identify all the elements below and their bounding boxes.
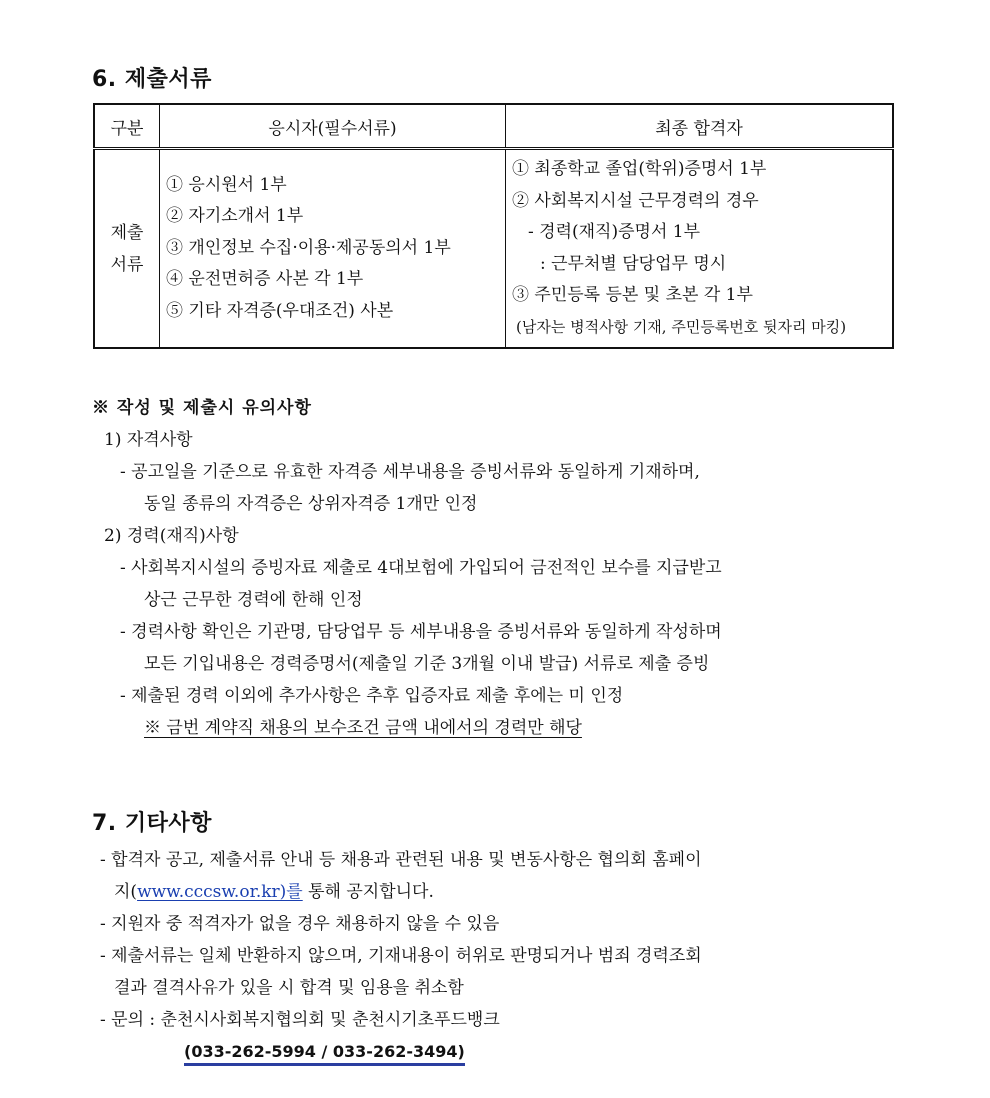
list-item: ④ 운전면허증 사본 각 1부 (166, 269, 364, 290)
notes-line: - 사회복지시설의 증빙자료 제출로 4대보험에 가입되어 금전적인 보수를 지급받고 (120, 558, 722, 578)
applicant-docs-cell (160, 149, 506, 349)
list-item: ② 사회복지시설 근무경력의 경우 (512, 190, 759, 211)
etc-line: - 합격자 공고, 제출서류 안내 등 채용과 관련된 내용 및 변동사항은 협의회 홈페이 (100, 850, 702, 870)
etc-line: - 제출서류는 일체 반환하지 않으며, 기재내용이 허위로 판명되거나 범죄 경력조회 (100, 946, 702, 966)
etc-line-suffix: 통해 공지합니다. (302, 882, 434, 902)
contact-phone (100, 1036, 896, 1068)
etc-line: 결과 결격사유가 있을 시 합격 및 임용을 취소함 (114, 978, 464, 998)
notes-line: - 경력사항 확인은 기관명, 담당업무 등 세부내용을 증빙서류와 동일하게 작성하며 (120, 622, 722, 642)
etc-line (100, 876, 896, 908)
notes-remark (92, 712, 892, 744)
notes-line: - 공고일을 기준으로 유효한 자격증 세부내용을 증빙서류와 동일하게 기재하며, (120, 462, 700, 482)
etc-line: - 지원자 중 적격자가 없을 경우 채용하지 않을 수 있음 (100, 914, 500, 934)
documents-table (93, 103, 894, 349)
notes-line: 동일 종류의 자격증은 상위자격증 1개만 인정 (144, 494, 478, 514)
list-item: ① 최종학교 졸업(학위)증명서 1부 (512, 159, 767, 179)
notes-heading: ※ 작성 및 제출시 유의사항 (92, 398, 312, 418)
list-item: ② 자기소개서 1부 (166, 206, 304, 227)
table-row (94, 149, 893, 349)
notes-line: 상근 근무한 경력에 한해 인정 (144, 590, 363, 610)
list-item: ③ 개인정보 수집·이용·제공동의서 1부 (166, 237, 451, 258)
category-line: 제출 (110, 222, 144, 243)
final-docs-list (506, 150, 892, 347)
section-7-title: 7. 기타사항 (92, 811, 212, 836)
applicant-docs-list (160, 170, 505, 328)
header-applicant: 응시자(필수서류) (160, 104, 506, 149)
contact-phone-text: (033-262-5994 / 033-262-3494) (184, 1042, 465, 1066)
notes-remark-text: ※ 금번 계약직 채용의 보수조건 금액 내에서의 경력만 해당 (144, 718, 582, 738)
homepage-link[interactable]: www.cccsw.or.kr)를 (137, 882, 303, 902)
other-matters (100, 844, 896, 1068)
list-item: (남자는 병적사항 기재, 주민등록번호 뒷자리 마킹) (516, 317, 847, 336)
notes-item2-title: 2) 경력(재직)사항 (104, 526, 239, 546)
submission-notes (92, 392, 892, 744)
category-cell (94, 149, 160, 349)
header-category: 구분 (94, 104, 160, 149)
list-item: : 근무처별 담당업무 명시 (540, 253, 727, 274)
header-final: 최종 합격자 (506, 104, 894, 149)
list-item: - 경력(재직)증명서 1부 (528, 222, 701, 242)
list-item: ⑤ 기타 자격증(우대조건) 사본 (166, 300, 394, 321)
notes-line: 모든 기입내용은 경력증명서(제출일 기준 3개월 이내 발급) 서류로 제출 증빙 (144, 654, 710, 674)
notes-item1-title: 1) 자격사항 (104, 430, 193, 450)
list-item: ③ 주민등록 등본 및 초본 각 1부 (512, 285, 753, 305)
final-docs-cell (506, 149, 894, 349)
table-header-row (94, 104, 893, 149)
etc-line-prefix: 지( (114, 882, 138, 902)
list-item: ① 응시원서 1부 (166, 174, 287, 195)
notes-line: - 제출된 경력 이외에 추가사항은 추후 입증자료 제출 후에는 미 인정 (120, 686, 624, 706)
category-line: 서류 (110, 254, 144, 275)
etc-line: - 문의 : 춘천시사회복지협의회 및 춘천시기초푸드뱅크 (100, 1010, 500, 1030)
section-6-title: 6. 제출서류 (92, 67, 212, 92)
